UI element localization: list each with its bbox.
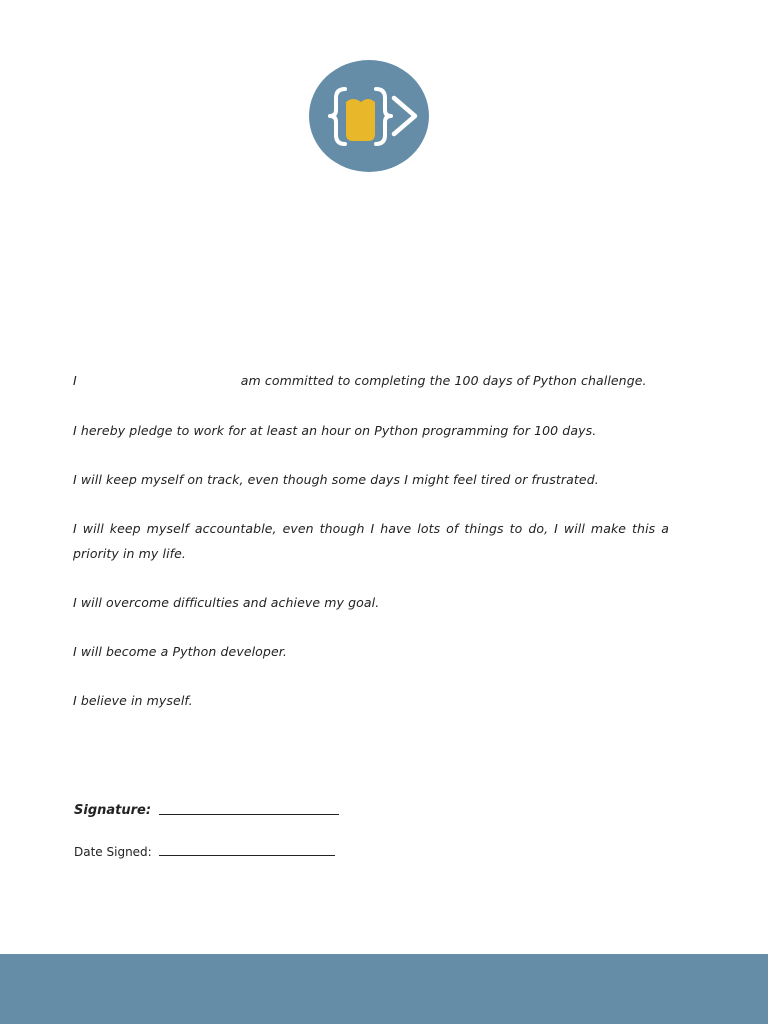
logo-cup [346, 99, 375, 141]
python-brackets-logo-icon [309, 60, 429, 172]
signature-line[interactable] [159, 813, 339, 815]
signature-label: Signature: [74, 803, 152, 818]
date-signed-label: Date Signed: [74, 845, 152, 859]
pledge-line-accountable: I will keep myself accountable, even though I have lots of things to do, I will make this a priority in my life. [73, 521, 669, 561]
date-signed-line[interactable] [159, 854, 335, 856]
pledge-line-believe: I believe in myself. [73, 693, 193, 708]
pledge-line-hour: I hereby pledge to work for at least an hour on Python programming for 100 days. [73, 423, 597, 438]
date-signed-row [74, 845, 335, 859]
pledge-line-track: I will keep myself on track, even though some days I might feel tired or frustrated. [73, 472, 599, 487]
pledge-commitment-text: am committed to completing the 100 days of Python challenge. [240, 373, 647, 388]
pledge-line-commitment [73, 368, 673, 393]
pledge-name-prefix: I [73, 373, 77, 388]
pledge-line-developer: I will become a Python developer. [73, 644, 287, 659]
footer-band [0, 954, 768, 1024]
pledge-line-overcome: I will overcome difficulties and achieve my goal. [73, 595, 380, 610]
logo [309, 60, 429, 172]
signature-row [74, 803, 339, 818]
